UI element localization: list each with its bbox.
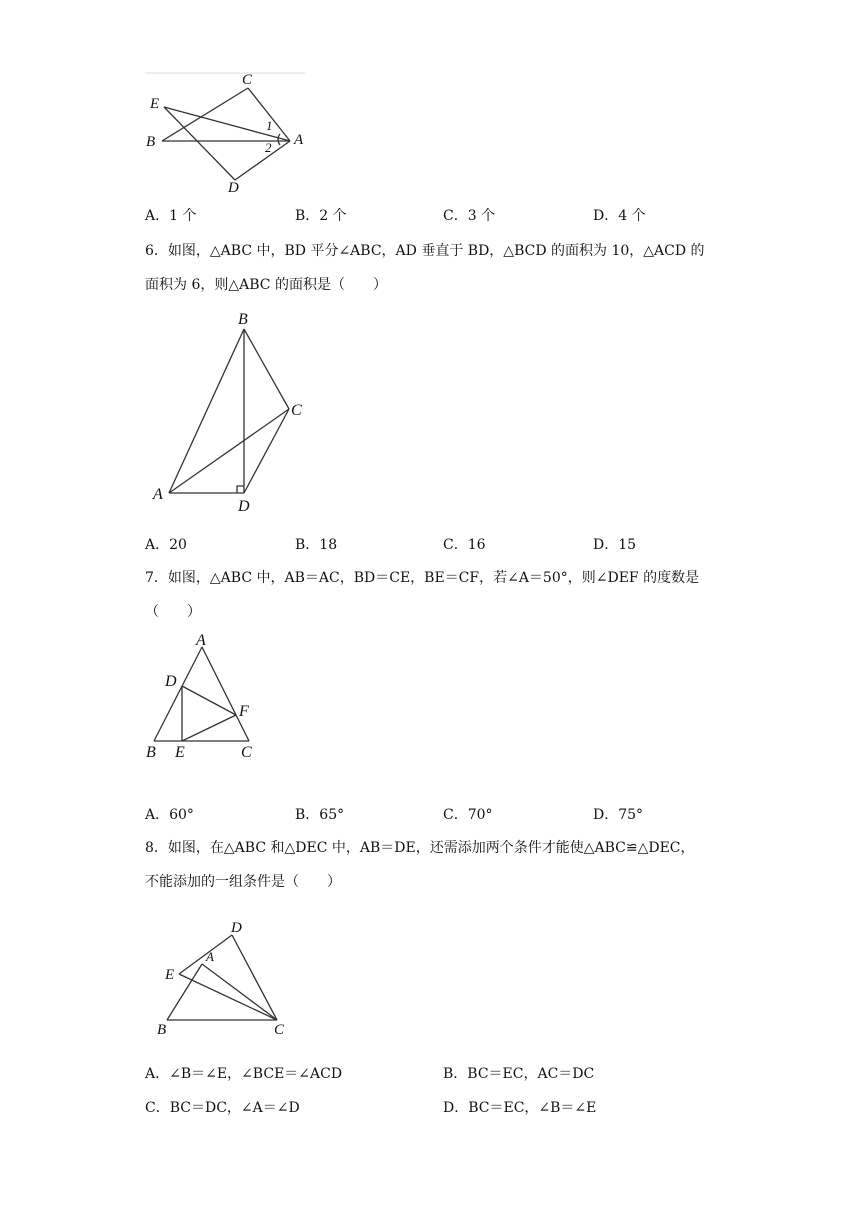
q8-option-d[interactable]: D．BC＝EC，∠B＝∠E <box>443 1100 597 1116</box>
q5-option-b[interactable]: B．2 个 <box>295 208 347 224</box>
q7-label-f: F <box>239 703 249 720</box>
q7-label-a: A <box>196 632 206 649</box>
q6-label-d: D <box>238 498 250 515</box>
q6-figure <box>145 305 325 520</box>
q7-figure <box>140 625 270 765</box>
q8-figure <box>150 910 300 1040</box>
q6-label-a: A <box>153 486 163 503</box>
q8-stem-line1: 8．如图，在△ABC 和△DEC 中，AB＝DE，还需添加两个条件才能使△ABC≌△DEC， <box>145 840 695 856</box>
q6-option-b[interactable]: B．18 <box>295 537 338 553</box>
q8-label-d: D <box>231 920 242 936</box>
q7-label-e: E <box>175 744 185 761</box>
q5-label-1: 1 <box>266 118 273 133</box>
q7-stem-line2: （ ） <box>145 604 201 620</box>
q6-stem-line1: 6．如图，△ABC 中，BD 平分∠ABC，AD 垂直于 BD，△BCD 的面积为 10，△ACD 的 <box>145 243 705 259</box>
q5-label-a: A <box>294 132 304 148</box>
q8-label-c: C <box>274 1022 285 1038</box>
q7-option-b[interactable]: B．65° <box>295 807 345 823</box>
q6-label-b: B <box>238 311 248 328</box>
q8-stem-line2: 不能添加的一组条件是（ ） <box>145 874 341 890</box>
q5-label-2: 2 <box>265 140 272 155</box>
q5-label-e: E <box>150 96 160 112</box>
q6-label-c: C <box>291 402 302 419</box>
q7-label-b: B <box>146 744 156 761</box>
q5-option-c[interactable]: C．3 个 <box>443 208 496 224</box>
q5-label-d: D <box>228 180 239 196</box>
q8-option-b[interactable]: B．BC＝EC，AC＝DC <box>443 1066 595 1082</box>
q5-label-b: B <box>146 134 156 150</box>
q7-option-a[interactable]: A．60° <box>145 807 194 823</box>
q7-label-d: D <box>165 673 177 690</box>
q7-option-c[interactable]: C．70° <box>443 807 493 823</box>
q6-option-a[interactable]: A．20 <box>145 537 187 553</box>
q5-figure <box>140 68 320 196</box>
q8-option-c[interactable]: C．BC＝DC，∠A＝∠D <box>145 1100 300 1116</box>
q8-label-e: E <box>165 967 175 983</box>
q7-stem-line1: 7．如图，△ABC 中，AB＝AC，BD＝CE，BE＝CF，若∠A＝50°，则∠DEF 的度数是 <box>145 570 700 586</box>
q6-option-c[interactable]: C．16 <box>443 537 486 553</box>
q6-stem-line2: 面积为 6，则△ABC 的面积是（ ） <box>145 277 387 293</box>
q5-option-a[interactable]: A．1 个 <box>145 208 197 224</box>
q8-label-a: A <box>206 949 214 964</box>
q5-label-c: C <box>242 72 253 88</box>
q7-option-d[interactable]: D．75° <box>593 807 644 823</box>
q8-option-a[interactable]: A．∠B＝∠E，∠BCE＝∠ACD <box>145 1066 343 1082</box>
q8-label-b: B <box>157 1022 167 1038</box>
q7-label-c: C <box>241 744 252 761</box>
q6-option-d[interactable]: D．15 <box>593 537 637 553</box>
q5-option-d[interactable]: D．4 个 <box>593 208 646 224</box>
